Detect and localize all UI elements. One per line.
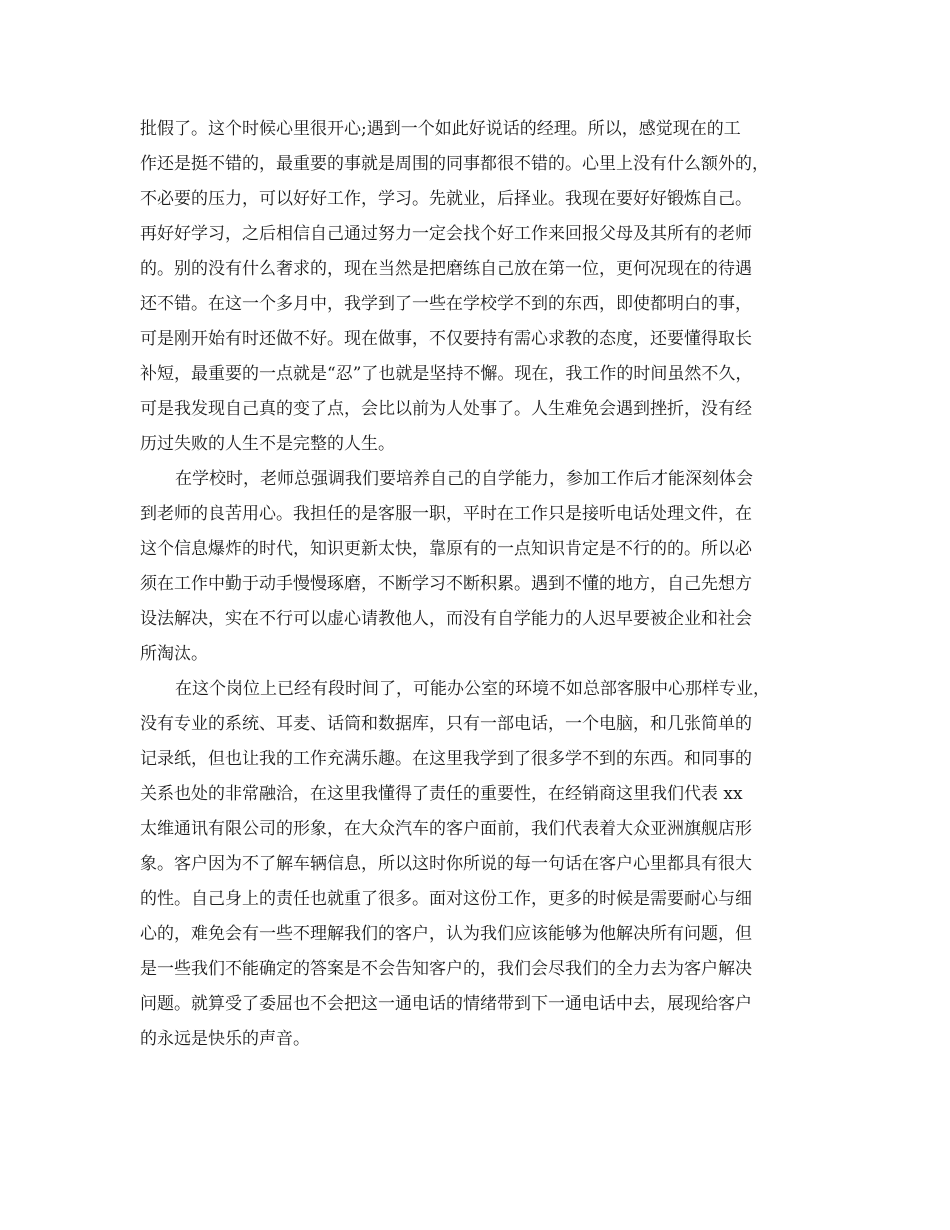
text-line: 的永远是快乐的声音。 xyxy=(140,1029,310,1049)
text-line: 可是刚开始有时还做不好。现在做事，不仅要持有需心求教的态度，还要懂得取长 xyxy=(140,329,752,349)
text-line: 在这个岗位上已经有段时间了，可能办公室的环境不如总部客服中心那样专业， xyxy=(175,679,770,699)
text-line: 历过失败的人生不是完整的人生。 xyxy=(140,434,395,454)
text-line: 心的，难免会有一些不理解我们的客户，认为我们应该能够为他解决所有问题，但 xyxy=(140,924,752,944)
text-line: 到老师的良苦用心。我担任的是客服一职，平时在工作只是接听电话处理文件，在 xyxy=(140,504,752,524)
text-line: 这个信息爆炸的时代，知识更新太快，靠原有的一点知识肯定是不行的的。所以必 xyxy=(140,539,752,559)
text-line: 批假了。这个时候心里很开心;遇到一个如此好说话的经理。所以，感觉现在的工 xyxy=(140,119,741,139)
text-line: 关系也处的非常融洽，在这里我懂得了责任的重要性，在经销商这里我们代表 xx xyxy=(140,784,743,804)
text-line: 没有专业的系统、耳麦、话筒和数据库，只有一部电话，一个电脑，和几张简单的 xyxy=(140,714,752,734)
text-line: 再好好学习，之后相信自己通过努力一定会找个好工作来回报父母及其所有的老师 xyxy=(140,224,752,244)
text-line: 的。别的没有什么奢求的，现在当然是把磨练自己放在第一位，更何况现在的待遇 xyxy=(140,259,752,279)
text-line: 所淘汰。 xyxy=(140,644,208,664)
text-line: 还不错。在这一个多月中，我学到了一些在学校学不到的东西，即使都明白的事， xyxy=(140,294,752,314)
text-line: 须在工作中勤于动手慢慢琢磨，不断学习不断积累。遇到不懂的地方，自己先想方 xyxy=(140,574,752,594)
text-line: 不必要的压力，可以好好工作，学习。先就业，后择业。我现在要好好锻炼自己。 xyxy=(140,189,752,209)
text-line: 作还是挺不错的，最重要的事就是周围的同事都很不错的。心里上没有什么额外的， xyxy=(140,154,769,174)
text-line: 在学校时，老师总强调我们要培养自己的自学能力，参加工作后才能深刻体会 xyxy=(175,469,753,489)
text-line: 补短，最重要的一点就是“忍”了也就是坚持不懈。现在，我工作的时间虽然不久， xyxy=(140,364,753,384)
text-line: 象。客户因为不了解车辆信息，所以这时你所说的每一句话在客户心里都具有很大 xyxy=(140,854,752,874)
text-line: 的性。自己身上的责任也就重了很多。面对这份工作，更多的时候是需要耐心与细 xyxy=(140,889,752,909)
text-line: 问题。就算受了委屈也不会把这一通电话的情绪带到下一通电话中去，展现给客户 xyxy=(140,994,752,1014)
text-line: 是一些我们不能确定的答案是不会告知客户的，我们会尽我们的全力去为客户解决 xyxy=(140,959,752,979)
text-line: 太维通讯有限公司的形象，在大众汽车的客户面前，我们代表着大众亚洲旗舰店形 xyxy=(140,819,752,839)
text-line: 可是我发现自己真的变了点，会比以前为人处事了。人生难免会遇到挫折，没有经 xyxy=(140,399,752,419)
text-line: 设法解决，实在不行可以虚心请教他人，而没有自学能力的人迟早要被企业和社会 xyxy=(140,609,752,629)
text-line: 记录纸，但也让我的工作充满乐趣。在这里我学到了很多学不到的东西。和同事的 xyxy=(140,749,752,769)
